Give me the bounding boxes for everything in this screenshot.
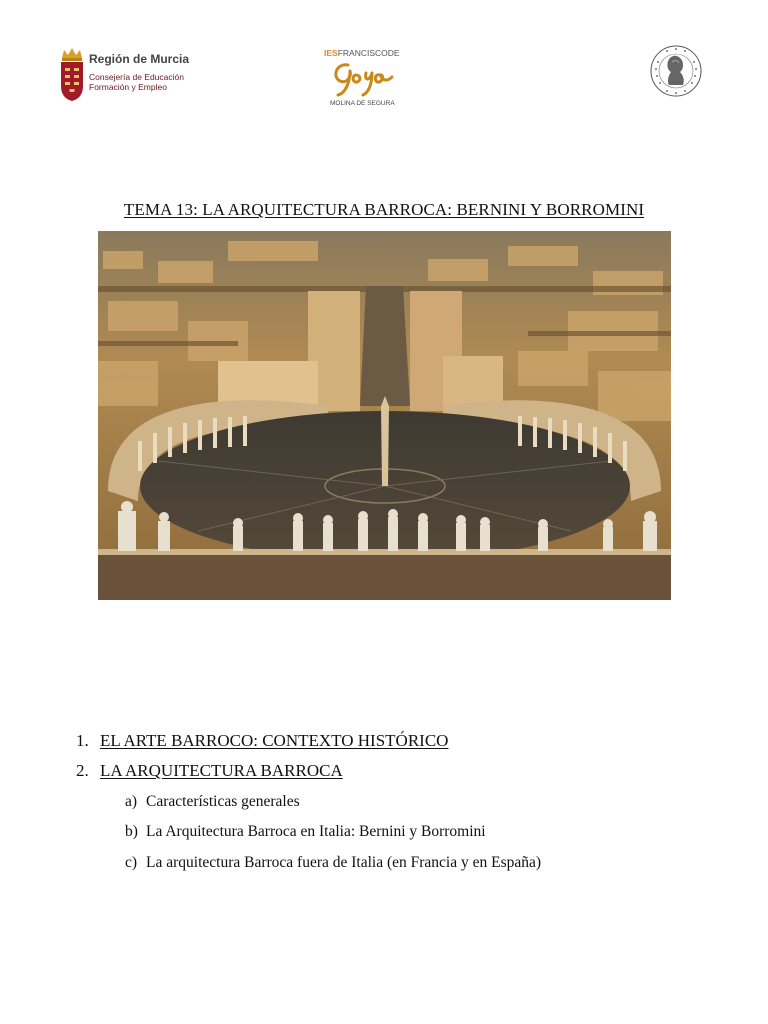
murcia-title: Región de Murcia — [89, 52, 190, 66]
school-seal-icon — [649, 44, 703, 98]
school-name-text: FRANCISCODE — [337, 48, 400, 58]
outline-subitem-letter: b) — [125, 823, 138, 840]
ies-goya-logo — [318, 46, 410, 112]
outline-subitem-letter: c) — [125, 854, 138, 871]
outline-item-label: LA ARQUITECTURA BARROCA — [100, 761, 343, 780]
outline-item-label: EL ARTE BARROCO: CONTEXTO HISTÓRICO — [100, 731, 449, 750]
murcia-shield-icon — [58, 46, 86, 102]
school-prefix: IES — [324, 48, 338, 58]
murcia-subtitle-line1: Consejería de Educación — [89, 72, 184, 82]
outline-item-number: 2. — [76, 761, 89, 780]
murcia-subtitle — [89, 72, 184, 92]
page-title: TEMA 13: LA ARQUITECTURA BARROCA: BERNINI Y BORROMINI — [123, 200, 645, 219]
school-location: MOLINA DE SEGURA — [330, 100, 395, 107]
region-murcia-logo — [58, 46, 193, 102]
murcia-subtitle-line2: Formación y Empleo — [89, 82, 167, 92]
outline-subitem-label: Características generales — [146, 793, 300, 810]
outline-subitem-letter: a) — [125, 793, 138, 810]
outline-item-number: 1. — [76, 731, 89, 750]
goya-signature-icon — [330, 59, 396, 99]
outline-subitem-label: La arquitectura Barroca fuera de Italia (en Francia y en España) — [146, 854, 542, 871]
st-peters-square-aerial-photo — [98, 231, 671, 600]
school-name — [324, 48, 400, 58]
outline-subitem-label: La Arquitectura Barroca en Italia: Bernini y Borromini — [146, 823, 486, 840]
